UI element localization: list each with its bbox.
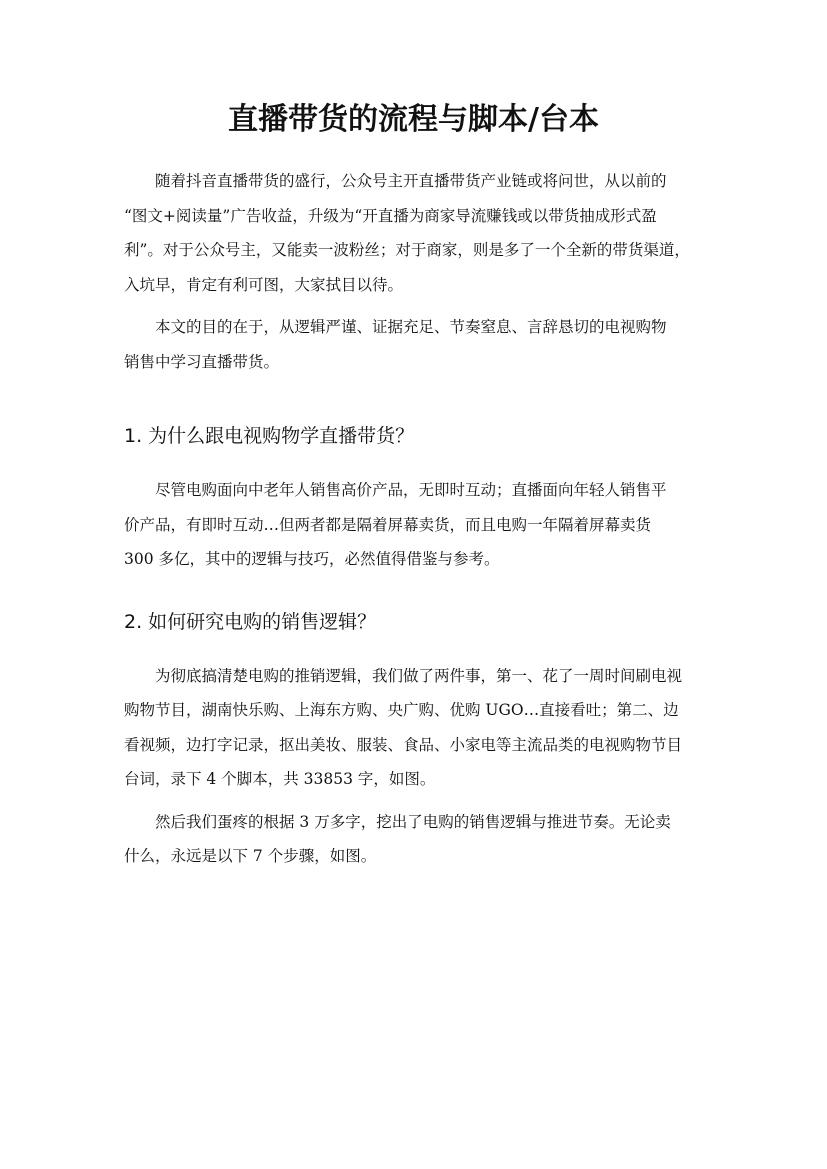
document-title: 直播带货的流程与脚本/台本 (228, 102, 599, 137)
section-1-paragraph-1: 尽管电购面向中老年人销售高价产品，无即时互动；直播面向年轻人销售平 价产品，有即时互动…但两者都是隔着屏幕卖货，而且电购一年隔着屏幕卖货 300 多亿，其中的逻辑与技巧，必然值得借鉴与参考。 (124, 481, 667, 568)
intro-paragraph-1: 随着抖音直播带货的盛行，公众号主开直播带货产业链或将问世，从以前的 “图文+阅读量”广告收益，升级为“开直播为商家导流赚钱或以带货抽成形式盈 利”。对于公众号主，又能卖一波粉丝；对于商家，则是多了一个全新的带货渠道， 入坑早，肯定有利可图，大家拭目以待。 (124, 172, 690, 294)
intro-paragraph-2: 本文的目的在于，从逻辑严谨、证据充足、节奏窒息、言辞恳切的电视购物 销售中学习直播带货。 (124, 318, 667, 371)
section-2-paragraph-2: 然后我们蛋疼的根据 3 万多字，挖出了电购的销售逻辑与推进节奏。无论卖 什么，永远是以下 7 个步骤，如图。 (124, 812, 671, 865)
section-2-paragraph-1: 为彻底搞清楚电购的推销逻辑，我们做了两件事，第一、花了一周时间刷电视 购物节目，湖南快乐购、上海东方购、央广购、优购 UGO…直接看吐；第二、边 看视频，边打字记录，抠出美妆、服装、食品、小家电等主流品类的电视购物节目 台词，录下 4 个脚本，共 33853 字，如图。 (124, 666, 683, 788)
section-heading-1: 1. 为什么跟电视购物学直播带货？ (124, 425, 415, 447)
document-body (124, 164, 704, 874)
section-heading-2: 2. 如何研究电购的销售逻辑？ (124, 610, 377, 633)
